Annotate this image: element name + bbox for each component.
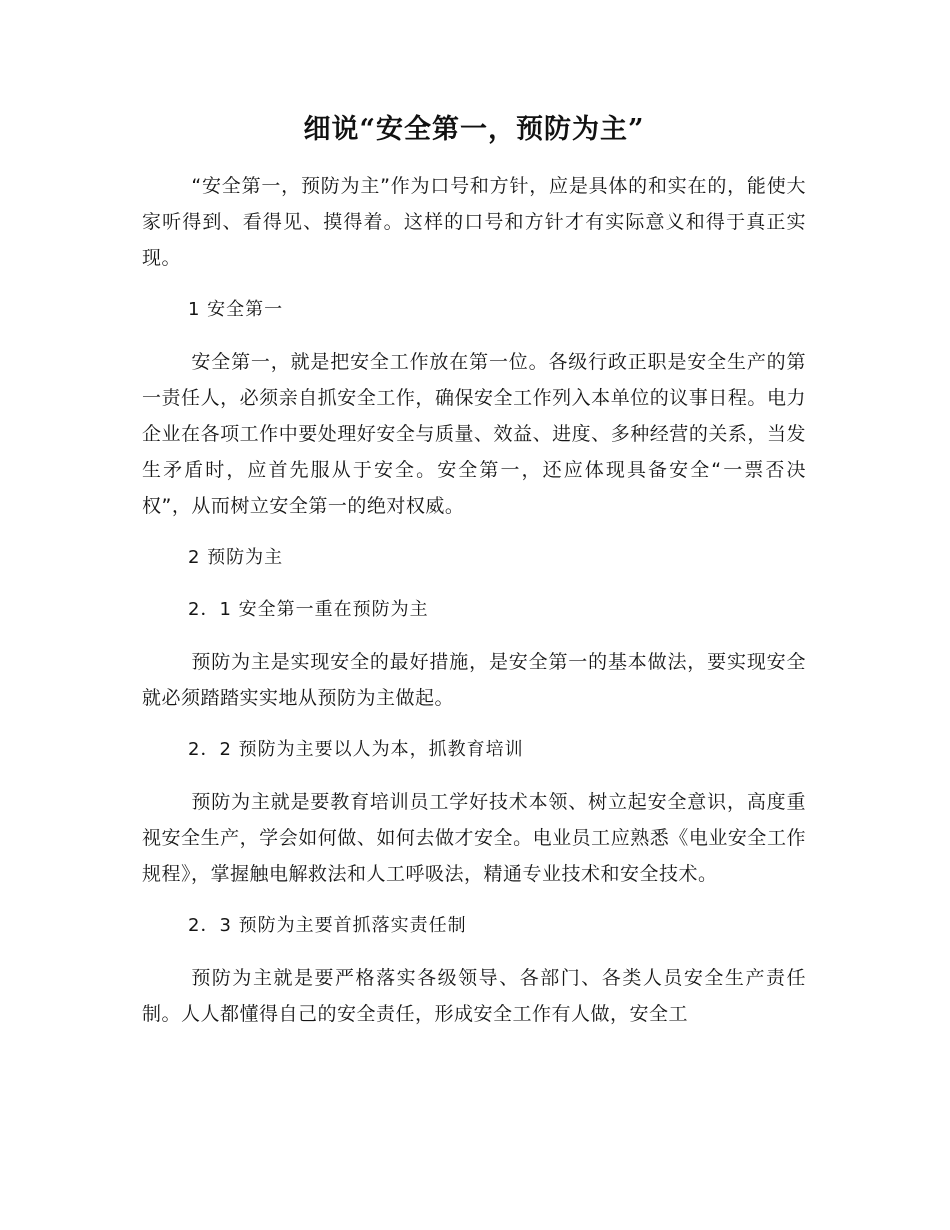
section-2-3-heading: 2．3 预防为主要首抓落实责任制 (188, 915, 467, 936)
document-body (142, 110, 806, 1032)
document-title: 细说“安全第一，预防为主” (303, 114, 645, 145)
section-2-3-paragraph: 预防为主就是要严格落实各级领导、各部门、各类人员安全生产责任制。人人都懂得自己的安全责任，形成安全工作有人做，安全工 (142, 967, 806, 1025)
section-2-2-paragraph: 预防为主就是要教育培训员工学好技术本领、树立起安全意识，高度重视安全生产，学会如何做、如何去做才安全。电业员工应熟悉《电业安全工作规程》，掌握触电解救法和人工呼吸法，精通专业技术和安全技术。 (142, 791, 806, 885)
section-2-1-heading: 2．1 安全第一重在预防为主 (188, 599, 429, 620)
section-1-heading: 1 安全第一 (188, 299, 284, 320)
section-2-heading: 2 预防为主 (188, 547, 284, 568)
section-2-1-paragraph: 预防为主是实现安全的最好措施，是安全第一的基本做法，要实现安全就必须踏踏实实地从预防为主做起。 (142, 651, 806, 709)
section-1-paragraph: 安全第一，就是把安全工作放在第一位。各级行政正职是安全生产的第一责任人，必须亲自抓安全工作，确保安全工作列入本单位的议事日程。电力企业在各项工作中要处理好安全与质量、效益、进度、多种经营的关系，当发生矛盾时，应首先服从于安全。安全第一，还应体现具备安全“一票否决权”，从而树立安全第一的绝对权威。 (142, 351, 806, 517)
intro-paragraph: “安全第一，预防为主”作为口号和方针，应是具体的和实在的，能使大家听得到、看得见、摸得着。这样的口号和方针才有实际意义和得于真正实现。 (142, 175, 806, 269)
section-2-2-heading: 2．2 预防为主要以人为本，抓教育培训 (188, 739, 524, 760)
